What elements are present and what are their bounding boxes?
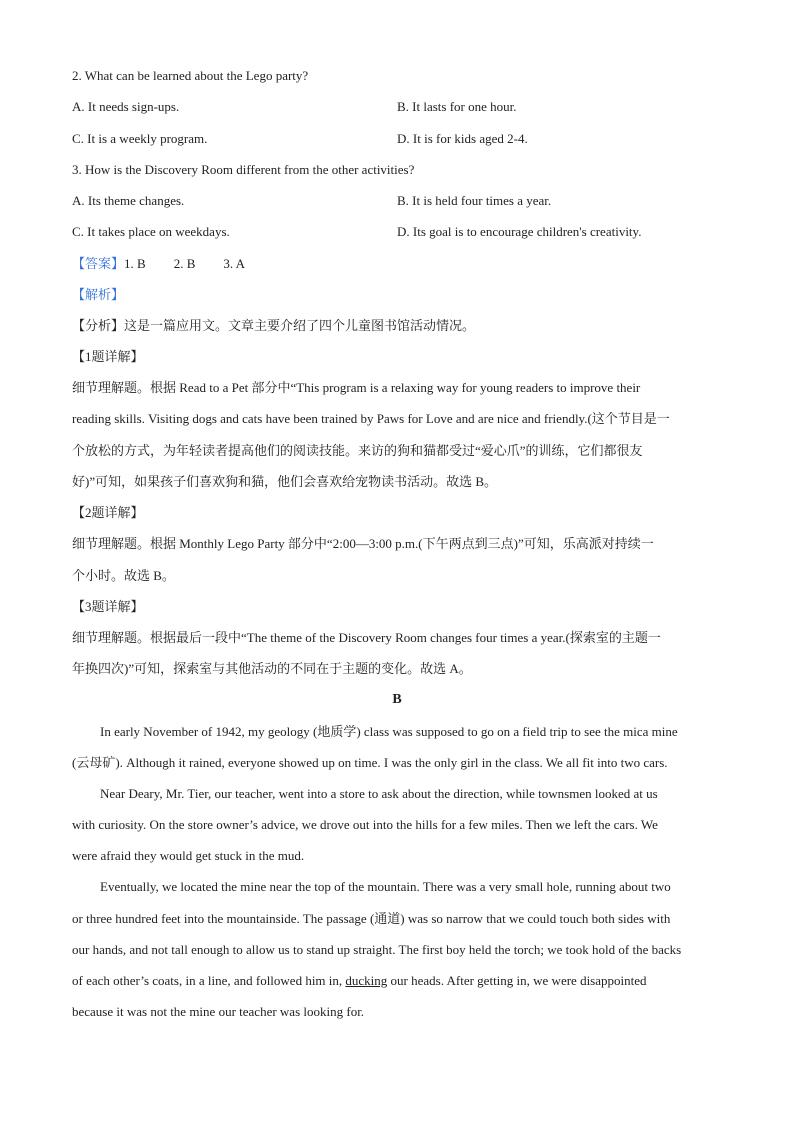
analysis-overview: 【分析】这是一篇应用文。文章主要介绍了四个儿童图书馆活动情况。 (72, 318, 476, 333)
answer-label: 【答案】 (72, 256, 125, 271)
passage-line: Near Deary, Mr. Tier, our teacher, went into a store to ask about the direction, while townsmen looked at us (100, 786, 658, 801)
passage-line-tail: our heads. After getting in, we were disappointed (387, 973, 647, 988)
q3-detail-line: 细节理解题。根据最后一段中“The theme of the Discovery Room changes four times a year.(探索室的主题一 (72, 630, 661, 645)
q3-option-d: D. Its goal is to encourage children's creativity. (397, 224, 642, 239)
q2-option-b: B. It lasts for one hour. (397, 99, 517, 114)
q1-detail-line: 细节理解题。根据 Read to a Pet 部分中“This program is a relaxing way for young readers to improve their (72, 380, 641, 395)
passage-line-head: of each other’s coats, in a line, and followed him in, (72, 973, 346, 988)
question-2-stem: 2. What can be learned about the Lego party? (72, 68, 309, 83)
q3-detail-heading: 【3题详解】 (72, 599, 144, 614)
analysis-label: 【解析】 (72, 287, 125, 302)
q2-option-c: C. It is a weekly program. (72, 131, 208, 146)
passage-line: because it was not the mine our teacher was looking for. (72, 1004, 365, 1019)
q3-option-b: B. It is held four times a year. (397, 193, 552, 208)
answer-item: 1. B (124, 256, 146, 271)
answer-item: 3. A (223, 256, 246, 271)
passage-heading: B (392, 692, 402, 707)
q1-detail-line: reading skills. Visiting dogs and cats have been trained by Paws for Love and are nice and friendly.(这个节目是一 (72, 411, 670, 426)
passage-line (72, 972, 647, 990)
q2-detail-line: 个小时。故选 B。 (72, 568, 175, 583)
question-3-stem: 3. How is the Discovery Room different from the other activities? (72, 162, 415, 177)
passage-line: In early November of 1942, my geology (地质学) class was supposed to go on a field trip to see the mica mine (100, 724, 678, 739)
passage-line: with curiosity. On the store owner’s advice, we drove out into the hills for a few miles. Then we left the cars. We (72, 817, 658, 832)
passage-line: Eventually, we located the mine near the top of the mountain. There was a very small hole, running about two (100, 879, 671, 894)
passage-line: (云母矿). Although it rained, everyone showed up on time. I was the only girl in the class. We all fit into two cars. (72, 755, 668, 770)
q1-detail-line: 个放松的方式，为年轻读者提高他们的阅读技能。来访的狗和猫都受过“爱心爪”的训练，它们都很友 (72, 443, 643, 458)
answer-item: 2. B (173, 256, 196, 271)
q1-detail-heading: 【1题详解】 (72, 349, 144, 364)
passage-line: our hands, and not tall enough to allow us to stand up straight. The first boy held the torch; we took hold of the backs (72, 942, 682, 957)
underlined-word: ducking (345, 973, 388, 988)
passage-line: or three hundred feet into the mountainside. The passage (通道) was so narrow that we could touch both sides with (72, 911, 671, 926)
q2-option-a: A. It needs sign-ups. (72, 99, 180, 114)
q1-detail-line: 好)”可知，如果孩子们喜欢狗和猫，他们会喜欢给宠物读书活动。故选 B。 (72, 474, 498, 489)
q3-option-c: C. It takes place on weekdays. (72, 224, 230, 239)
q2-option-d: D. It is for kids aged 2-4. (397, 131, 528, 146)
q2-detail-heading: 【2题详解】 (72, 505, 144, 520)
q2-detail-line: 细节理解题。根据 Monthly Lego Party 部分中“2:00—3:00 p.m.(下午两点到三点)”可知，乐高派对持续一 (72, 536, 654, 551)
passage-line: were afraid they would get stuck in the mud. (72, 848, 305, 863)
answer-line (72, 255, 245, 273)
q3-detail-line: 年换四次)”可知，探索室与其他活动的不同在于主题的变化。故选 A。 (72, 661, 472, 676)
q3-option-a: A. Its theme changes. (72, 193, 185, 208)
